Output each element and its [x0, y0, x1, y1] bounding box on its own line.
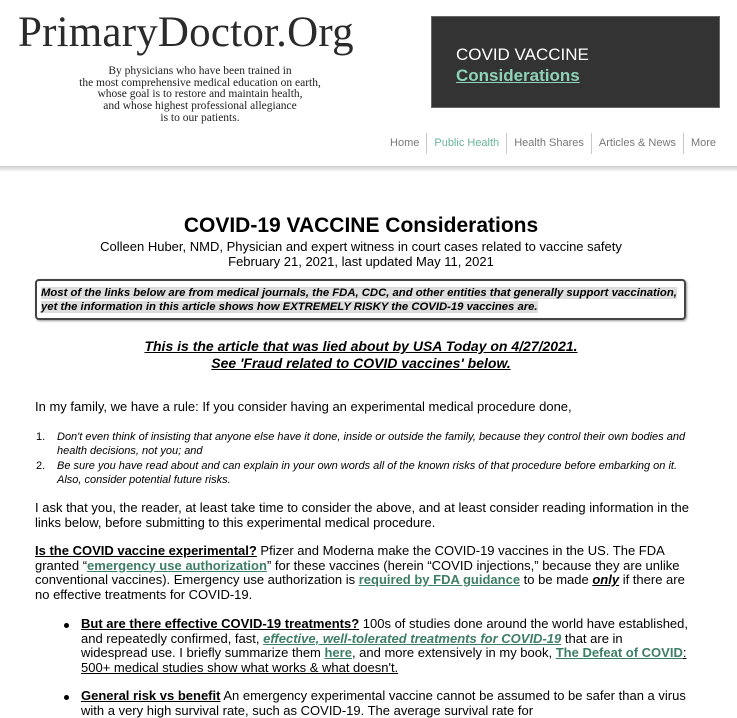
nav-health-shares[interactable]: Health Shares	[506, 133, 591, 154]
banner-title: COVID VACCINE	[456, 45, 589, 64]
here-link[interactable]: here	[324, 645, 352, 660]
header-divider	[0, 166, 737, 171]
defeat-of-covid-link[interactable]: The Defeat of COVID	[555, 645, 683, 660]
notice-box	[35, 279, 686, 320]
family-rule-paragraph: In my family, we have a rule: If you consider having an experimental medical procedure done,	[35, 399, 572, 414]
rule-item-2: 2. Be sure you have read about and can explain in your own words all of the known risks of that procedure before embarking on it. Also, consider potential future risks.	[36, 460, 678, 486]
effective-treatments-link[interactable]: effective, well-tolerated treatments for COVID-19	[263, 630, 562, 646]
article-title: COVID-19 VACCINE Considerations	[183, 214, 539, 237]
nav-home[interactable]: Home	[390, 137, 420, 149]
bullet-icon	[64, 623, 69, 628]
nav-public-health[interactable]: Public Health	[426, 133, 506, 154]
notice-text: Most of the links below are from medical journals, the FDA, CDC, and other entities that generally support vaccination, yet the information in this article shows how EXTREMELY RISKY the COVID-19 vaccines are.	[41, 287, 677, 313]
usa-today-note: This is the article that was lied about by USA Today on 4/27/2021.	[144, 338, 578, 354]
experimental-heading: Is the COVID vaccine experimental?	[35, 543, 257, 558]
risk-item: General risk vs benefit An emergency experimental vaccine cannot be assumed to be safer than a virus with a very high survival rate, such as COVID-19. The average survival rate for	[81, 688, 686, 718]
main-nav	[383, 133, 723, 154]
bullet-icon	[64, 695, 69, 700]
banner-considerations-link[interactable]: Considerations	[456, 66, 580, 85]
nav-articles-news[interactable]: Articles & News	[591, 133, 683, 154]
fda-guidance-link[interactable]: required by FDA guidance	[358, 572, 521, 587]
article-date: February 21, 2021, last updated May 11, 2021	[228, 254, 494, 269]
site-tagline: By physicians who have been trained in the most comprehensive medical education on earth, whose goal is to restore and maintain health, and whose highest professional allegiance is to our patients.	[79, 65, 321, 124]
ask-paragraph: I ask that you, the reader, at least take time to consider the above, and at least consider reading information in the links below, before submitting to this experimental medical procedure.	[35, 500, 689, 530]
article-byline: Colleen Huber, NMD, Physician and expert witness in court cases related to vaccine safety	[100, 239, 622, 254]
fraud-section-note: See 'Fraud related to COVID vaccines' below.	[211, 355, 511, 371]
experimental-paragraph: Is the COVID vaccine experimental? Pfizer and Moderna make the COVID-19 vaccines in the US. The FDA granted “emergency use authorization” for these vaccines (herein “COVID injections,” because they are unlike conventional vaccines). Emergency use authorization is required by FDA guidance to be made only if there are no effective treatments for COVID-19.	[35, 543, 685, 602]
nav-more[interactable]: More	[683, 133, 723, 154]
treatments-heading: But are there effective COVID-19 treatments?	[81, 616, 360, 631]
site-title[interactable]: PrimaryDoctor.Org	[18, 9, 354, 56]
emergency-use-link[interactable]: emergency use authorization	[87, 557, 267, 573]
treatments-item: But are there effective COVID-19 treatments? 100s of studies done around the world have established, and repeatedly confirmed, fast, effective, well-tolerated treatments for COVID-19 that are in widespread use. I briefly summarize them here, and more extensively in my book, The Defeat of COVID: 500+ medical studies show what works & what doesn't.	[81, 616, 688, 675]
rule-item-1: 1. Don't even think of insisting that anyone else have it done, inside or outside the family, because they control their own bodies and health decisions, not you; and	[36, 431, 686, 457]
covid-vaccine-banner	[431, 16, 720, 108]
risk-heading: General risk vs benefit	[81, 688, 221, 703]
